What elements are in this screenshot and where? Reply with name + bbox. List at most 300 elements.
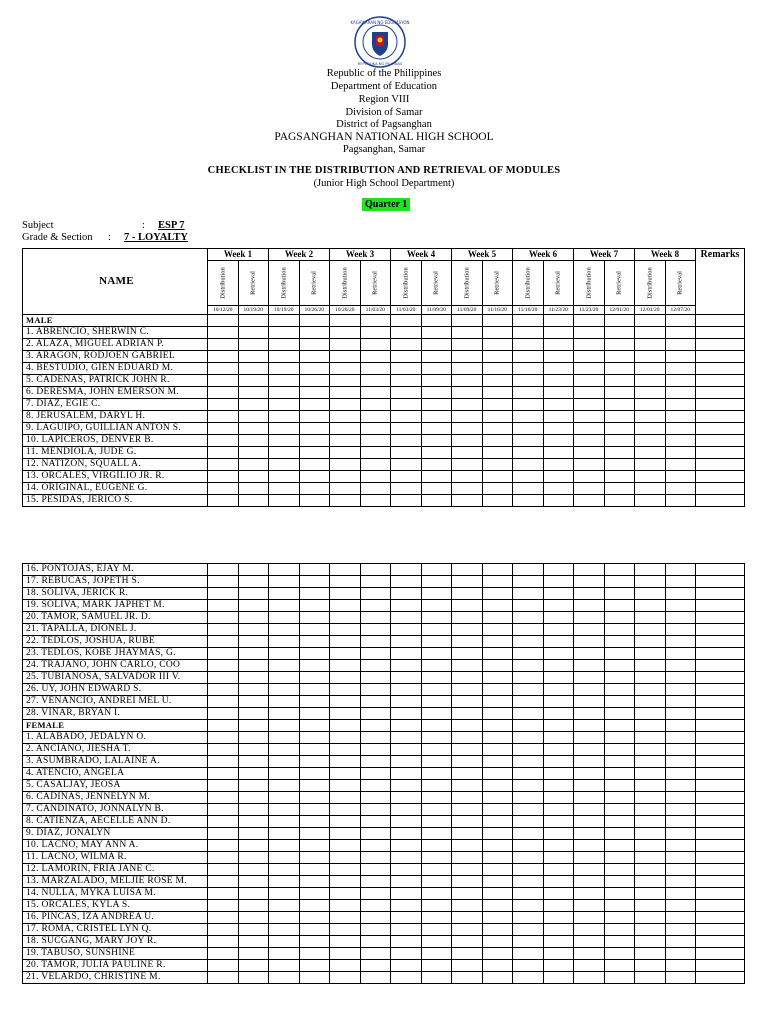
- checklist-cell[interactable]: [543, 471, 574, 483]
- checklist-cell[interactable]: [543, 576, 574, 588]
- checklist-cell[interactable]: [513, 375, 544, 387]
- remarks-cell[interactable]: [696, 636, 745, 648]
- checklist-cell[interactable]: [208, 888, 239, 900]
- checklist-cell[interactable]: [482, 696, 513, 708]
- checklist-cell[interactable]: [360, 363, 391, 375]
- checklist-cell[interactable]: [665, 339, 696, 351]
- checklist-cell[interactable]: [421, 852, 452, 864]
- checklist-cell[interactable]: [452, 900, 483, 912]
- checklist-cell[interactable]: [269, 660, 300, 672]
- checklist-cell[interactable]: [543, 435, 574, 447]
- checklist-cell[interactable]: [574, 495, 605, 507]
- checklist-cell[interactable]: [391, 648, 422, 660]
- checklist-cell[interactable]: [269, 564, 300, 576]
- checklist-cell[interactable]: [513, 864, 544, 876]
- checklist-cell[interactable]: [299, 852, 330, 864]
- checklist-cell[interactable]: [604, 876, 635, 888]
- checklist-cell[interactable]: [604, 447, 635, 459]
- checklist-cell[interactable]: [299, 564, 330, 576]
- checklist-cell[interactable]: [330, 780, 361, 792]
- checklist-cell[interactable]: [421, 912, 452, 924]
- checklist-cell[interactable]: [543, 363, 574, 375]
- checklist-cell[interactable]: [269, 411, 300, 423]
- checklist-cell[interactable]: [635, 660, 666, 672]
- checklist-cell[interactable]: [238, 648, 269, 660]
- checklist-cell[interactable]: [543, 876, 574, 888]
- checklist-cell[interactable]: [360, 600, 391, 612]
- checklist-cell[interactable]: [208, 744, 239, 756]
- checklist-cell[interactable]: [543, 720, 574, 732]
- checklist-cell[interactable]: [574, 351, 605, 363]
- checklist-cell[interactable]: [543, 900, 574, 912]
- checklist-cell[interactable]: [513, 660, 544, 672]
- checklist-cell[interactable]: [513, 804, 544, 816]
- checklist-cell[interactable]: [635, 624, 666, 636]
- checklist-cell[interactable]: [452, 399, 483, 411]
- checklist-cell[interactable]: [421, 780, 452, 792]
- checklist-cell[interactable]: [208, 936, 239, 948]
- checklist-cell[interactable]: [238, 471, 269, 483]
- checklist-cell[interactable]: [543, 768, 574, 780]
- checklist-cell[interactable]: [665, 471, 696, 483]
- checklist-cell[interactable]: [269, 375, 300, 387]
- checklist-cell[interactable]: [452, 375, 483, 387]
- checklist-cell[interactable]: [391, 720, 422, 732]
- checklist-cell[interactable]: [391, 339, 422, 351]
- checklist-cell[interactable]: [269, 495, 300, 507]
- checklist-cell[interactable]: [421, 804, 452, 816]
- checklist-cell[interactable]: [452, 327, 483, 339]
- checklist-cell[interactable]: [543, 792, 574, 804]
- checklist-cell[interactable]: [421, 708, 452, 720]
- checklist-cell[interactable]: [482, 471, 513, 483]
- checklist-cell[interactable]: [482, 840, 513, 852]
- checklist-cell[interactable]: [391, 375, 422, 387]
- checklist-cell[interactable]: [574, 612, 605, 624]
- checklist-cell[interactable]: [574, 684, 605, 696]
- checklist-cell[interactable]: [574, 435, 605, 447]
- checklist-cell[interactable]: [574, 483, 605, 495]
- checklist-cell[interactable]: [208, 732, 239, 744]
- checklist-cell[interactable]: [665, 708, 696, 720]
- checklist-cell[interactable]: [604, 948, 635, 960]
- checklist-cell[interactable]: [391, 483, 422, 495]
- checklist-cell[interactable]: [330, 636, 361, 648]
- checklist-cell[interactable]: [330, 960, 361, 972]
- checklist-cell[interactable]: [330, 483, 361, 495]
- checklist-cell[interactable]: [330, 840, 361, 852]
- checklist-cell[interactable]: [391, 708, 422, 720]
- checklist-cell[interactable]: [299, 411, 330, 423]
- checklist-cell[interactable]: [360, 399, 391, 411]
- checklist-cell[interactable]: [543, 447, 574, 459]
- checklist-cell[interactable]: [330, 327, 361, 339]
- checklist-cell[interactable]: [269, 732, 300, 744]
- checklist-cell[interactable]: [299, 948, 330, 960]
- checklist-cell[interactable]: [513, 327, 544, 339]
- checklist-cell[interactable]: [574, 315, 605, 327]
- checklist-cell[interactable]: [391, 828, 422, 840]
- checklist-cell[interactable]: [238, 387, 269, 399]
- checklist-cell[interactable]: [299, 816, 330, 828]
- checklist-cell[interactable]: [421, 936, 452, 948]
- checklist-cell[interactable]: [574, 600, 605, 612]
- checklist-cell[interactable]: [635, 900, 666, 912]
- checklist-cell[interactable]: [513, 471, 544, 483]
- checklist-cell[interactable]: [574, 864, 605, 876]
- checklist-cell[interactable]: [391, 588, 422, 600]
- checklist-cell[interactable]: [604, 564, 635, 576]
- checklist-cell[interactable]: [482, 792, 513, 804]
- checklist-cell[interactable]: [360, 960, 391, 972]
- checklist-cell[interactable]: [269, 768, 300, 780]
- checklist-cell[interactable]: [299, 684, 330, 696]
- checklist-cell[interactable]: [269, 804, 300, 816]
- checklist-cell[interactable]: [543, 624, 574, 636]
- checklist-cell[interactable]: [330, 948, 361, 960]
- checklist-cell[interactable]: [238, 888, 269, 900]
- checklist-cell[interactable]: [635, 864, 666, 876]
- checklist-cell[interactable]: [513, 900, 544, 912]
- checklist-cell[interactable]: [635, 912, 666, 924]
- checklist-cell[interactable]: [299, 876, 330, 888]
- checklist-cell[interactable]: [269, 864, 300, 876]
- checklist-cell[interactable]: [482, 780, 513, 792]
- remarks-cell[interactable]: [696, 327, 745, 339]
- checklist-cell[interactable]: [238, 900, 269, 912]
- checklist-cell[interactable]: [238, 936, 269, 948]
- checklist-cell[interactable]: [513, 828, 544, 840]
- checklist-cell[interactable]: [635, 924, 666, 936]
- remarks-cell[interactable]: [696, 495, 745, 507]
- checklist-cell[interactable]: [604, 816, 635, 828]
- checklist-cell[interactable]: [665, 351, 696, 363]
- checklist-cell[interactable]: [574, 732, 605, 744]
- checklist-cell[interactable]: [604, 648, 635, 660]
- checklist-cell[interactable]: [574, 660, 605, 672]
- checklist-cell[interactable]: [665, 375, 696, 387]
- checklist-cell[interactable]: [513, 684, 544, 696]
- checklist-cell[interactable]: [543, 960, 574, 972]
- checklist-cell[interactable]: [635, 564, 666, 576]
- checklist-cell[interactable]: [269, 780, 300, 792]
- checklist-cell[interactable]: [391, 435, 422, 447]
- checklist-cell[interactable]: [452, 936, 483, 948]
- checklist-cell[interactable]: [330, 768, 361, 780]
- checklist-cell[interactable]: [574, 471, 605, 483]
- checklist-cell[interactable]: [299, 423, 330, 435]
- checklist-cell[interactable]: [360, 564, 391, 576]
- checklist-cell[interactable]: [421, 339, 452, 351]
- checklist-cell[interactable]: [208, 447, 239, 459]
- checklist-cell[interactable]: [482, 612, 513, 624]
- remarks-cell[interactable]: [696, 576, 745, 588]
- checklist-cell[interactable]: [635, 636, 666, 648]
- checklist-cell[interactable]: [452, 387, 483, 399]
- checklist-cell[interactable]: [391, 780, 422, 792]
- checklist-cell[interactable]: [421, 423, 452, 435]
- checklist-cell[interactable]: [360, 636, 391, 648]
- checklist-cell[interactable]: [299, 660, 330, 672]
- checklist-cell[interactable]: [635, 612, 666, 624]
- checklist-cell[interactable]: [574, 648, 605, 660]
- checklist-cell[interactable]: [238, 576, 269, 588]
- checklist-cell[interactable]: [238, 423, 269, 435]
- checklist-cell[interactable]: [391, 612, 422, 624]
- checklist-cell[interactable]: [635, 672, 666, 684]
- remarks-cell[interactable]: [696, 459, 745, 471]
- checklist-cell[interactable]: [330, 672, 361, 684]
- checklist-cell[interactable]: [299, 600, 330, 612]
- checklist-cell[interactable]: [452, 756, 483, 768]
- checklist-cell[interactable]: [421, 315, 452, 327]
- checklist-cell[interactable]: [360, 900, 391, 912]
- checklist-cell[interactable]: [513, 960, 544, 972]
- checklist-cell[interactable]: [360, 375, 391, 387]
- checklist-cell[interactable]: [238, 459, 269, 471]
- checklist-cell[interactable]: [543, 588, 574, 600]
- checklist-cell[interactable]: [513, 816, 544, 828]
- remarks-cell[interactable]: [696, 447, 745, 459]
- checklist-cell[interactable]: [482, 660, 513, 672]
- checklist-cell[interactable]: [208, 912, 239, 924]
- checklist-cell[interactable]: [635, 708, 666, 720]
- checklist-cell[interactable]: [269, 363, 300, 375]
- checklist-cell[interactable]: [635, 720, 666, 732]
- checklist-cell[interactable]: [604, 624, 635, 636]
- checklist-cell[interactable]: [269, 828, 300, 840]
- checklist-cell[interactable]: [452, 495, 483, 507]
- checklist-cell[interactable]: [421, 435, 452, 447]
- checklist-cell[interactable]: [635, 744, 666, 756]
- checklist-cell[interactable]: [299, 363, 330, 375]
- checklist-cell[interactable]: [238, 708, 269, 720]
- checklist-cell[interactable]: [452, 624, 483, 636]
- checklist-cell[interactable]: [421, 900, 452, 912]
- remarks-cell[interactable]: [696, 732, 745, 744]
- checklist-cell[interactable]: [391, 624, 422, 636]
- checklist-cell[interactable]: [482, 423, 513, 435]
- checklist-cell[interactable]: [238, 588, 269, 600]
- checklist-cell[interactable]: [543, 816, 574, 828]
- checklist-cell[interactable]: [330, 732, 361, 744]
- checklist-cell[interactable]: [238, 600, 269, 612]
- checklist-cell[interactable]: [452, 708, 483, 720]
- checklist-cell[interactable]: [574, 780, 605, 792]
- checklist-cell[interactable]: [269, 852, 300, 864]
- checklist-cell[interactable]: [269, 720, 300, 732]
- checklist-cell[interactable]: [269, 924, 300, 936]
- checklist-cell[interactable]: [238, 924, 269, 936]
- checklist-cell[interactable]: [665, 936, 696, 948]
- checklist-cell[interactable]: [238, 768, 269, 780]
- checklist-cell[interactable]: [452, 828, 483, 840]
- checklist-cell[interactable]: [513, 672, 544, 684]
- checklist-cell[interactable]: [482, 411, 513, 423]
- checklist-cell[interactable]: [665, 720, 696, 732]
- checklist-cell[interactable]: [391, 840, 422, 852]
- remarks-cell[interactable]: [696, 435, 745, 447]
- checklist-cell[interactable]: [391, 411, 422, 423]
- checklist-cell[interactable]: [604, 363, 635, 375]
- checklist-cell[interactable]: [543, 840, 574, 852]
- checklist-cell[interactable]: [482, 828, 513, 840]
- checklist-cell[interactable]: [513, 612, 544, 624]
- checklist-cell[interactable]: [330, 399, 361, 411]
- checklist-cell[interactable]: [482, 315, 513, 327]
- checklist-cell[interactable]: [299, 588, 330, 600]
- checklist-cell[interactable]: [238, 351, 269, 363]
- remarks-cell[interactable]: [696, 816, 745, 828]
- checklist-cell[interactable]: [665, 576, 696, 588]
- checklist-cell[interactable]: [635, 447, 666, 459]
- checklist-cell[interactable]: [513, 315, 544, 327]
- checklist-cell[interactable]: [360, 588, 391, 600]
- checklist-cell[interactable]: [452, 852, 483, 864]
- remarks-cell[interactable]: [696, 948, 745, 960]
- checklist-cell[interactable]: [360, 840, 391, 852]
- checklist-cell[interactable]: [421, 876, 452, 888]
- checklist-cell[interactable]: [391, 936, 422, 948]
- checklist-cell[interactable]: [299, 732, 330, 744]
- checklist-cell[interactable]: [482, 768, 513, 780]
- checklist-cell[interactable]: [391, 399, 422, 411]
- checklist-cell[interactable]: [330, 351, 361, 363]
- checklist-cell[interactable]: [269, 612, 300, 624]
- checklist-cell[interactable]: [452, 672, 483, 684]
- checklist-cell[interactable]: [574, 828, 605, 840]
- checklist-cell[interactable]: [452, 768, 483, 780]
- checklist-cell[interactable]: [665, 900, 696, 912]
- checklist-cell[interactable]: [238, 564, 269, 576]
- checklist-cell[interactable]: [269, 447, 300, 459]
- checklist-cell[interactable]: [299, 636, 330, 648]
- checklist-cell[interactable]: [604, 351, 635, 363]
- checklist-cell[interactable]: [238, 684, 269, 696]
- checklist-cell[interactable]: [452, 363, 483, 375]
- checklist-cell[interactable]: [574, 459, 605, 471]
- checklist-cell[interactable]: [421, 828, 452, 840]
- checklist-cell[interactable]: [391, 972, 422, 984]
- checklist-cell[interactable]: [452, 816, 483, 828]
- checklist-cell[interactable]: [421, 564, 452, 576]
- checklist-cell[interactable]: [574, 588, 605, 600]
- checklist-cell[interactable]: [208, 315, 239, 327]
- checklist-cell[interactable]: [238, 732, 269, 744]
- checklist-cell[interactable]: [330, 864, 361, 876]
- checklist-cell[interactable]: [208, 339, 239, 351]
- checklist-cell[interactable]: [604, 588, 635, 600]
- checklist-cell[interactable]: [299, 459, 330, 471]
- remarks-cell[interactable]: [696, 876, 745, 888]
- checklist-cell[interactable]: [330, 600, 361, 612]
- checklist-cell[interactable]: [391, 792, 422, 804]
- checklist-cell[interactable]: [238, 375, 269, 387]
- checklist-cell[interactable]: [513, 564, 544, 576]
- checklist-cell[interactable]: [635, 315, 666, 327]
- checklist-cell[interactable]: [208, 423, 239, 435]
- checklist-cell[interactable]: [299, 672, 330, 684]
- checklist-cell[interactable]: [391, 471, 422, 483]
- remarks-cell[interactable]: [696, 483, 745, 495]
- checklist-cell[interactable]: [574, 696, 605, 708]
- checklist-cell[interactable]: [269, 684, 300, 696]
- checklist-cell[interactable]: [330, 435, 361, 447]
- checklist-cell[interactable]: [391, 351, 422, 363]
- checklist-cell[interactable]: [269, 672, 300, 684]
- checklist-cell[interactable]: [360, 924, 391, 936]
- checklist-cell[interactable]: [635, 339, 666, 351]
- checklist-cell[interactable]: [208, 351, 239, 363]
- checklist-cell[interactable]: [208, 399, 239, 411]
- checklist-cell[interactable]: [452, 840, 483, 852]
- checklist-cell[interactable]: [238, 624, 269, 636]
- checklist-cell[interactable]: [391, 912, 422, 924]
- checklist-cell[interactable]: [482, 900, 513, 912]
- checklist-cell[interactable]: [574, 792, 605, 804]
- checklist-cell[interactable]: [574, 756, 605, 768]
- checklist-cell[interactable]: [452, 876, 483, 888]
- checklist-cell[interactable]: [635, 684, 666, 696]
- checklist-cell[interactable]: [208, 483, 239, 495]
- checklist-cell[interactable]: [604, 483, 635, 495]
- checklist-cell[interactable]: [391, 756, 422, 768]
- checklist-cell[interactable]: [208, 648, 239, 660]
- checklist-cell[interactable]: [330, 411, 361, 423]
- checklist-cell[interactable]: [604, 888, 635, 900]
- checklist-cell[interactable]: [574, 387, 605, 399]
- checklist-cell[interactable]: [665, 447, 696, 459]
- checklist-cell[interactable]: [238, 804, 269, 816]
- checklist-cell[interactable]: [665, 888, 696, 900]
- checklist-cell[interactable]: [299, 768, 330, 780]
- checklist-cell[interactable]: [513, 351, 544, 363]
- remarks-cell[interactable]: [696, 888, 745, 900]
- checklist-cell[interactable]: [421, 363, 452, 375]
- checklist-cell[interactable]: [513, 423, 544, 435]
- checklist-cell[interactable]: [604, 600, 635, 612]
- checklist-cell[interactable]: [574, 375, 605, 387]
- checklist-cell[interactable]: [299, 840, 330, 852]
- checklist-cell[interactable]: [513, 624, 544, 636]
- checklist-cell[interactable]: [604, 315, 635, 327]
- checklist-cell[interactable]: [269, 648, 300, 660]
- checklist-cell[interactable]: [604, 756, 635, 768]
- checklist-cell[interactable]: [330, 936, 361, 948]
- checklist-cell[interactable]: [330, 876, 361, 888]
- checklist-cell[interactable]: [574, 447, 605, 459]
- checklist-cell[interactable]: [635, 948, 666, 960]
- checklist-cell[interactable]: [208, 495, 239, 507]
- checklist-cell[interactable]: [482, 816, 513, 828]
- remarks-cell[interactable]: [696, 828, 745, 840]
- checklist-cell[interactable]: [665, 636, 696, 648]
- checklist-cell[interactable]: [208, 660, 239, 672]
- checklist-cell[interactable]: [513, 495, 544, 507]
- checklist-cell[interactable]: [604, 804, 635, 816]
- checklist-cell[interactable]: [574, 912, 605, 924]
- checklist-cell[interactable]: [208, 612, 239, 624]
- checklist-cell[interactable]: [269, 327, 300, 339]
- checklist-cell[interactable]: [208, 924, 239, 936]
- checklist-cell[interactable]: [482, 495, 513, 507]
- remarks-cell[interactable]: [696, 912, 745, 924]
- checklist-cell[interactable]: [543, 684, 574, 696]
- checklist-cell[interactable]: [604, 780, 635, 792]
- checklist-cell[interactable]: [635, 756, 666, 768]
- checklist-cell[interactable]: [513, 924, 544, 936]
- checklist-cell[interactable]: [543, 399, 574, 411]
